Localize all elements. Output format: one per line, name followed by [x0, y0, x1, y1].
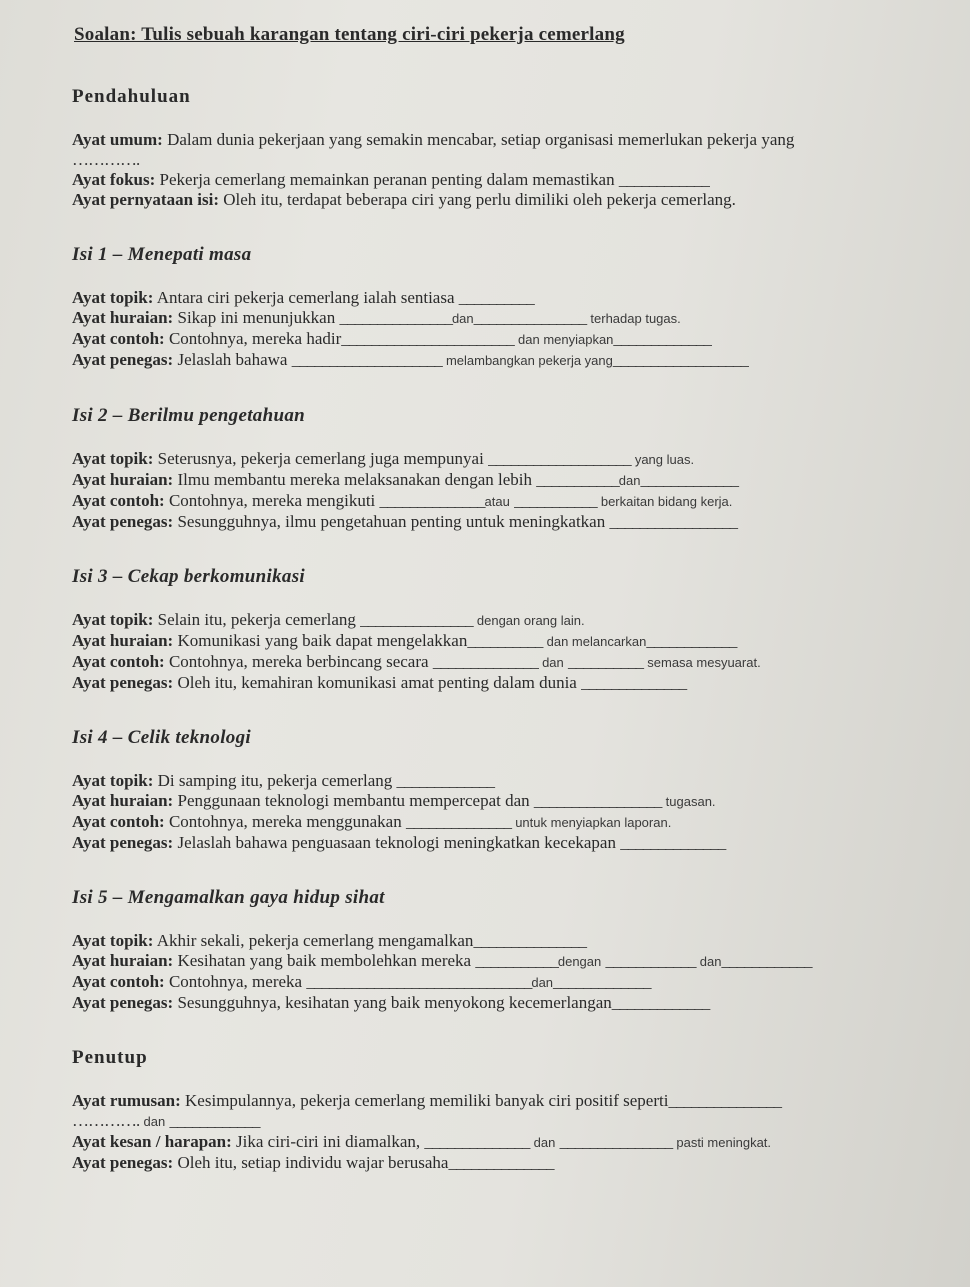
isi1-section — [72, 244, 910, 371]
line-label: Ayat contoh: — [72, 329, 165, 348]
blank[interactable]: _____________ — [553, 972, 651, 991]
line-text: Pekerja cemerlang memainkan peranan penting dalam memastikan — [159, 170, 615, 189]
fill-word: berkaitan bidang kerja. — [600, 494, 733, 509]
intro-line-2 — [72, 150, 910, 170]
line-text: Komunikasi yang baik dapat mengelakkan — [177, 631, 468, 650]
blank[interactable]: __________ — [458, 288, 534, 307]
isi4-line-4 — [72, 833, 910, 853]
line-label: Ayat topik: — [72, 610, 154, 629]
blank[interactable]: __________________ — [612, 350, 748, 369]
isi4-line-3 — [72, 812, 910, 833]
line-label: Ayat pernyataan isi: — [72, 190, 220, 209]
penutup-line-3 — [72, 1132, 910, 1153]
penutup-line-1 — [72, 1091, 910, 1111]
fill-word: atau — [484, 494, 510, 509]
fill-word: dan — [143, 1114, 166, 1129]
line-label: Ayat topik: — [72, 931, 154, 950]
line-text: Penggunaan teknologi membantu mempercepat dan — [177, 791, 530, 810]
blank[interactable]: ______________________________ — [306, 972, 532, 991]
isi3-line-3 — [72, 652, 910, 673]
blank[interactable]: _______________________ — [341, 329, 514, 348]
line-text: Akhir sekali, pekerja cemerlang mengamalkan — [156, 931, 474, 950]
line-label: Ayat penegas: — [72, 673, 174, 692]
blank[interactable]: _________________ — [609, 512, 737, 531]
line-text: Oleh itu, setiap individu wajar berusaha — [177, 1153, 449, 1172]
blank[interactable]: _________________ — [533, 791, 662, 810]
line-label: Ayat huraian: — [72, 951, 174, 970]
isi3-line-4 — [72, 673, 910, 693]
blank[interactable]: ___________ — [475, 951, 558, 970]
line-label: Ayat huraian: — [72, 470, 174, 489]
line-text: Contohnya, mereka hadir — [168, 329, 342, 348]
fill-word: dan — [531, 975, 554, 990]
line-text: Jelaslah bahawa penguasaan teknologi meningkatkan kecekapan — [177, 833, 616, 852]
isi1-line-2 — [72, 308, 910, 329]
blank[interactable]: _____________ — [396, 771, 495, 790]
line-label: Ayat fokus: — [72, 170, 156, 189]
blank[interactable]: ___________ — [536, 470, 619, 489]
isi5-line-4 — [72, 993, 910, 1013]
blank[interactable]: …………. — [72, 1111, 140, 1130]
line-label: Ayat topik: — [72, 771, 154, 790]
line-text: Sesungguhnya, ilmu pengetahuan penting untuk meningkatkan — [177, 512, 606, 531]
line-text: Seterusnya, pekerja cemerlang juga mempunyai — [157, 449, 484, 468]
blank[interactable]: …………. — [72, 150, 140, 169]
isi5-line-2 — [72, 951, 910, 972]
line-text: Di samping itu, pekerja cemerlang — [157, 771, 393, 790]
isi4-line-2 — [72, 791, 910, 812]
fill-word: terhadap tugas. — [590, 311, 681, 326]
line-label: Ayat topik: — [72, 449, 154, 468]
question-title: Soalan: Tulis sebuah karangan tentang ciri-ciri pekerja cemerlang — [74, 24, 625, 45]
blank[interactable]: ____________________ — [291, 350, 442, 369]
blank[interactable]: ______________ — [432, 652, 538, 671]
line-text: Contohnya, mereka mengikuti — [168, 491, 376, 510]
isi3-line-2 — [72, 631, 910, 652]
line-text: Jelaslah bahawa — [177, 350, 288, 369]
fill-word: dan — [451, 311, 474, 326]
blank[interactable]: ______________ — [581, 673, 687, 692]
line-text: Kesihatan yang baik membolehkan mereka — [177, 951, 472, 970]
line-label: Ayat kesan / harapan: — [72, 1132, 232, 1151]
isi3-heading: Isi 3 – Cekap berkomunikasi — [72, 566, 305, 587]
isi4-section — [72, 727, 910, 853]
isi3-line-1 — [72, 610, 910, 631]
line-label: Ayat topik: — [72, 288, 154, 307]
line-text: Dalam dunia pekerjaan yang semakin mencabar, setiap organisasi memerlukan pekerja yang — [167, 130, 795, 149]
isi2-line-1 — [72, 449, 910, 470]
isi4-heading: Isi 4 – Celik teknologi — [72, 727, 251, 748]
blank[interactable]: ______________ — [424, 1132, 530, 1151]
fill-word: yang luas. — [634, 452, 695, 467]
line-label: Ayat huraian: — [72, 308, 174, 327]
blank[interactable]: _______________ — [473, 931, 586, 950]
fill-word: dan — [542, 655, 564, 670]
fill-word: dan menyiapkan — [518, 332, 614, 347]
penutup-line-4 — [72, 1153, 910, 1173]
line-label: Ayat huraian: — [72, 791, 174, 810]
isi1-line-1 — [72, 288, 910, 308]
fill-word: dan melancarkan — [546, 634, 647, 649]
intro-line-4 — [72, 190, 910, 210]
intro-line-3 — [72, 170, 910, 190]
blank[interactable]: _______________ — [668, 1091, 781, 1110]
line-text: Contohnya, mereka — [168, 972, 303, 991]
isi2-section — [72, 405, 910, 532]
isi2-line-2 — [72, 470, 910, 491]
isi2-line-4 — [72, 512, 910, 532]
blank[interactable]: _______________ — [559, 1132, 673, 1151]
penutup-heading: Penutup — [72, 1047, 148, 1068]
blank[interactable]: ____________ — [605, 951, 696, 970]
line-label: Ayat penegas: — [72, 833, 174, 852]
blank[interactable]: __________ — [467, 631, 543, 650]
fill-word: melambangkan pekerja yang — [445, 353, 613, 368]
fill-word: pasti meningkat. — [676, 1135, 772, 1150]
line-label: Ayat penegas: — [72, 993, 174, 1012]
line-label: Ayat penegas: — [72, 1153, 174, 1172]
line-label: Ayat contoh: — [72, 491, 165, 510]
blank[interactable]: ___________________ — [488, 449, 631, 468]
isi2-line-3 — [72, 491, 910, 512]
isi1-line-3 — [72, 329, 910, 350]
line-text: Oleh itu, terdapat beberapa ciri yang perlu dimiliki oleh pekerja cemerlang. — [223, 190, 736, 209]
isi1-line-4 — [72, 350, 910, 371]
blank[interactable]: _______________ — [339, 308, 452, 327]
line-text: Ilmu membantu mereka melaksanakan dengan lebih — [177, 470, 532, 489]
blank[interactable]: ______________ — [620, 833, 726, 852]
line-label: Ayat penegas: — [72, 350, 174, 369]
fill-word: dengan — [557, 954, 602, 969]
fill-word: dan — [699, 954, 722, 969]
blank[interactable]: ______________ — [405, 812, 511, 831]
line-label: Ayat huraian: — [72, 631, 174, 650]
blank[interactable]: _______________ — [473, 308, 587, 327]
fill-word: dan — [618, 473, 641, 488]
line-text: Contohnya, mereka berbincang secara — [168, 652, 429, 671]
line-label: Ayat penegas: — [72, 512, 174, 531]
line-text: Sesungguhnya, kesihatan yang baik menyokong kecemerlangan — [177, 993, 612, 1012]
intro-heading: Pendahuluan — [72, 86, 191, 107]
isi5-line-3 — [72, 972, 910, 993]
isi1-heading: Isi 1 – Menepati masa — [72, 244, 252, 265]
line-text: Contohnya, mereka menggunakan — [168, 812, 402, 831]
line-label: Ayat contoh: — [72, 972, 165, 991]
blank[interactable]: _____________ — [611, 993, 710, 1012]
fill-word: semasa mesyuarat. — [647, 655, 761, 670]
isi3-section — [72, 566, 910, 693]
fill-word: dan — [533, 1135, 556, 1150]
blank[interactable]: _____________ — [613, 329, 711, 348]
isi5-heading: Isi 5 – Mengamalkan gaya hidup sihat — [72, 887, 385, 908]
penutup-line-2 — [72, 1111, 910, 1132]
isi5-section — [72, 887, 910, 1013]
line-text: Kesimpulannya, pekerja cemerlang memiliki banyak ciri positif seperti — [185, 1091, 669, 1110]
line-label: Ayat rumusan: — [72, 1091, 181, 1110]
penutup-section — [72, 1047, 910, 1173]
isi2-heading: Isi 2 – Berilmu pengetahuan — [72, 405, 305, 426]
line-text: Oleh itu, kemahiran komunikasi amat penting dalam dunia — [177, 673, 577, 692]
line-label: Ayat umum: — [72, 130, 163, 149]
intro-section — [72, 86, 910, 210]
blank[interactable]: _____________ — [640, 470, 738, 489]
blank[interactable]: ____________ — [646, 631, 737, 650]
line-label: Ayat contoh: — [72, 812, 165, 831]
blank[interactable]: _______________ — [360, 610, 473, 629]
line-text: Antara ciri pekerja cemerlang ialah sentiasa — [156, 288, 455, 307]
line-text: Sikap ini menunjukkan — [177, 308, 336, 327]
fill-word: tugasan. — [665, 794, 716, 809]
intro-line-1 — [72, 130, 910, 150]
blank[interactable]: ______________ — [379, 491, 485, 510]
line-label: Ayat contoh: — [72, 652, 165, 671]
blank[interactable]: ___________ — [514, 491, 597, 510]
isi4-line-1 — [72, 771, 910, 791]
line-text: Selain itu, pekerja cemerlang — [157, 610, 356, 629]
blank[interactable]: __________ — [568, 652, 644, 671]
isi5-line-1 — [72, 931, 910, 951]
fill-word: dengan orang lain. — [476, 613, 585, 628]
blank[interactable]: ______________ — [448, 1153, 554, 1172]
line-text: Jika ciri-ciri ini diamalkan, — [236, 1132, 421, 1151]
blank[interactable]: ____________ — [618, 170, 709, 189]
blank[interactable]: ____________ — [169, 1111, 260, 1130]
fill-word: untuk menyiapkan laporan. — [515, 815, 672, 830]
blank[interactable]: ____________ — [721, 951, 812, 970]
